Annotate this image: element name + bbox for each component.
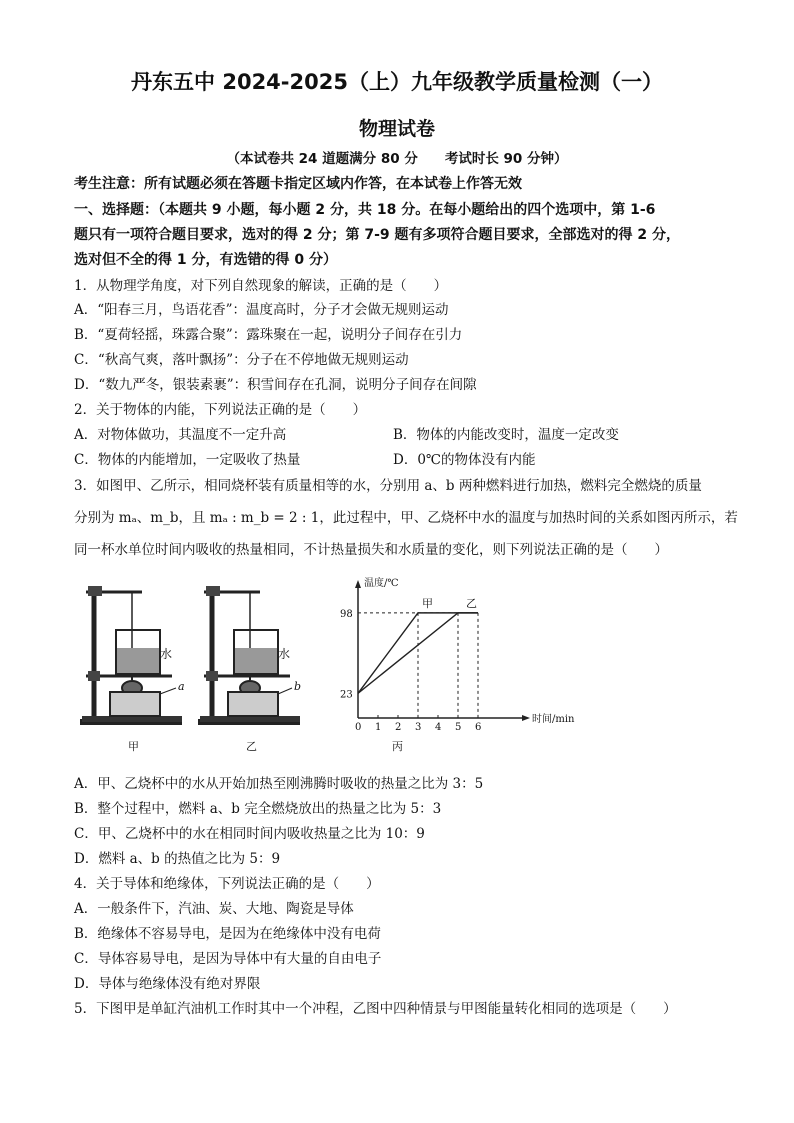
apparatus-yi-label: 乙 <box>246 740 257 753</box>
question-3-option-d: D．燃料 a、b 的热值之比为 5：9 <box>74 851 281 867</box>
section-instructions-line-2: 题只有一项符合题目要求，选对的得 2 分；第 7-9 题有多项符合题目要求，全部选对的得 2 分， <box>74 227 681 243</box>
question-4-option-a: A．一般条件下，汽油、炭、大地、陶瓷是导体 <box>74 901 354 917</box>
y-axis-label: 温度/℃ <box>364 578 399 589</box>
section-instructions-line-1: 一、选择题：（本题共 9 小题，每小题 2 分，共 18 分。在每小题给出的四个选项中，第 1-6 <box>74 202 656 218</box>
question-4-option-d: D．导体与绝缘体没有绝对界限 <box>74 976 261 992</box>
exam-notice: 考生注意：所有试题必须在答题卡指定区域内作答，在本试卷上作答无效 <box>74 176 522 192</box>
graph-bing-label: 丙 <box>392 740 403 753</box>
fuel-a-label: a <box>178 680 185 693</box>
question-1-option-d: D．“数九严冬，银装素裹”：积雪间存在孔洞，说明分子间存在间隙 <box>74 377 477 393</box>
x-tick-label: 0 <box>355 722 362 733</box>
y-axis-arrow <box>355 580 361 588</box>
water-label-yi: 水 <box>278 647 291 661</box>
apparatus-jia-label: 甲 <box>128 740 139 753</box>
y-tick-label: 23 <box>340 689 353 701</box>
x-axis-label: 时间/min <box>532 714 575 725</box>
section-instructions-line-3: 选对但不全的得 1 分，有选错的得 0 分） <box>74 252 337 268</box>
x-tick-label: 2 <box>395 722 402 733</box>
question-4-option-b: B．绝缘体不容易导电，是因为在绝缘体中没有电荷 <box>74 926 381 942</box>
page-title: 丹东五中 2024-2025（上）九年级教学质量检测（一） <box>131 70 663 94</box>
question-2-option-c: C．物体的内能增加，一定吸收了热量 <box>74 452 301 468</box>
x-tick-label: 1 <box>375 722 382 733</box>
question-2-option-a: A．对物体做功，其温度不一定升高 <box>74 427 287 443</box>
question-4-option-c: C．导体容易导电，是因为导体中有大量的自由电子 <box>74 951 382 967</box>
y-tick-label: 98 <box>340 608 353 620</box>
question-1-option-c: C．“秋高气爽，落叶飘扬”：分子在不停地做无规则运动 <box>74 352 409 368</box>
subject-title: 物理试卷 <box>358 118 435 140</box>
question-3-figure <box>72 572 592 762</box>
question-3-line-2: 分别为 mₐ、m_b，且 mₐ : m_b = 2 : 1，此过程中，甲、乙烧杯中水的温度与加热时间的关系如图丙所示，若 <box>74 510 738 526</box>
question-2-option-d: D．0℃的物体没有内能 <box>393 452 536 468</box>
series-label-yi: 乙 <box>466 596 477 610</box>
question-3-option-b: B．整个过程中，燃料 a、b 完全燃烧放出的热量之比为 5：3 <box>74 801 442 817</box>
question-1-stem: 1．从物理学角度，对下列自然现象的解读，正确的是（ ） <box>74 278 448 294</box>
x-tick-label: 3 <box>415 722 422 733</box>
question-1-option-b: B．“夏荷轻摇，珠露合聚”：露珠聚在一起，说明分子间存在引力 <box>74 327 463 343</box>
question-3-line-3: 同一杯水单位时间内吸收的热量相同，不计热量损失和水质量的变化，则下列说法正确的是（ ） <box>74 542 668 558</box>
question-5-stem: 5．下图甲是单缸汽油机工作时其中一个冲程，乙图中四种情景与甲图能量转化相同的选项是（ ） <box>74 1001 677 1017</box>
exam-info: （本试卷共 24 道题满分 80 分 考试时长 90 分钟） <box>226 151 568 167</box>
question-3-option-a: A．甲、乙烧杯中的水从开始加热至刚沸腾时吸收的热量之比为 3：5 <box>74 776 484 792</box>
water-label-jia: 水 <box>160 647 173 661</box>
question-3-option-c: C．甲、乙烧杯中的水在相同时间内吸收热量之比为 10：9 <box>74 826 425 842</box>
question-3-line-1: 3．如图甲、乙所示，相同烧杯装有质量相等的水，分别用 a、b 两种燃料进行加热，燃料完全燃烧的质量 <box>74 478 702 494</box>
fuel-b-label: b <box>294 680 302 693</box>
x-tick-label: 5 <box>455 722 462 733</box>
x-tick-label: 6 <box>475 722 482 733</box>
question-2-option-b: B．物体的内能改变时，温度一定改变 <box>393 427 619 443</box>
question-4-stem: 4．关于导体和绝缘体，下列说法正确的是（ ） <box>74 876 380 892</box>
x-axis-arrow <box>522 715 530 721</box>
x-tick-label: 4 <box>435 722 442 733</box>
question-1-option-a: A．“阳春三月，鸟语花香”：温度高时，分子才会做无规则运动 <box>74 302 449 318</box>
temperature-time-graph <box>340 576 575 753</box>
series-label-jia: 甲 <box>422 596 433 610</box>
question-2-stem: 2．关于物体的内能，下列说法正确的是（ ） <box>74 402 367 418</box>
